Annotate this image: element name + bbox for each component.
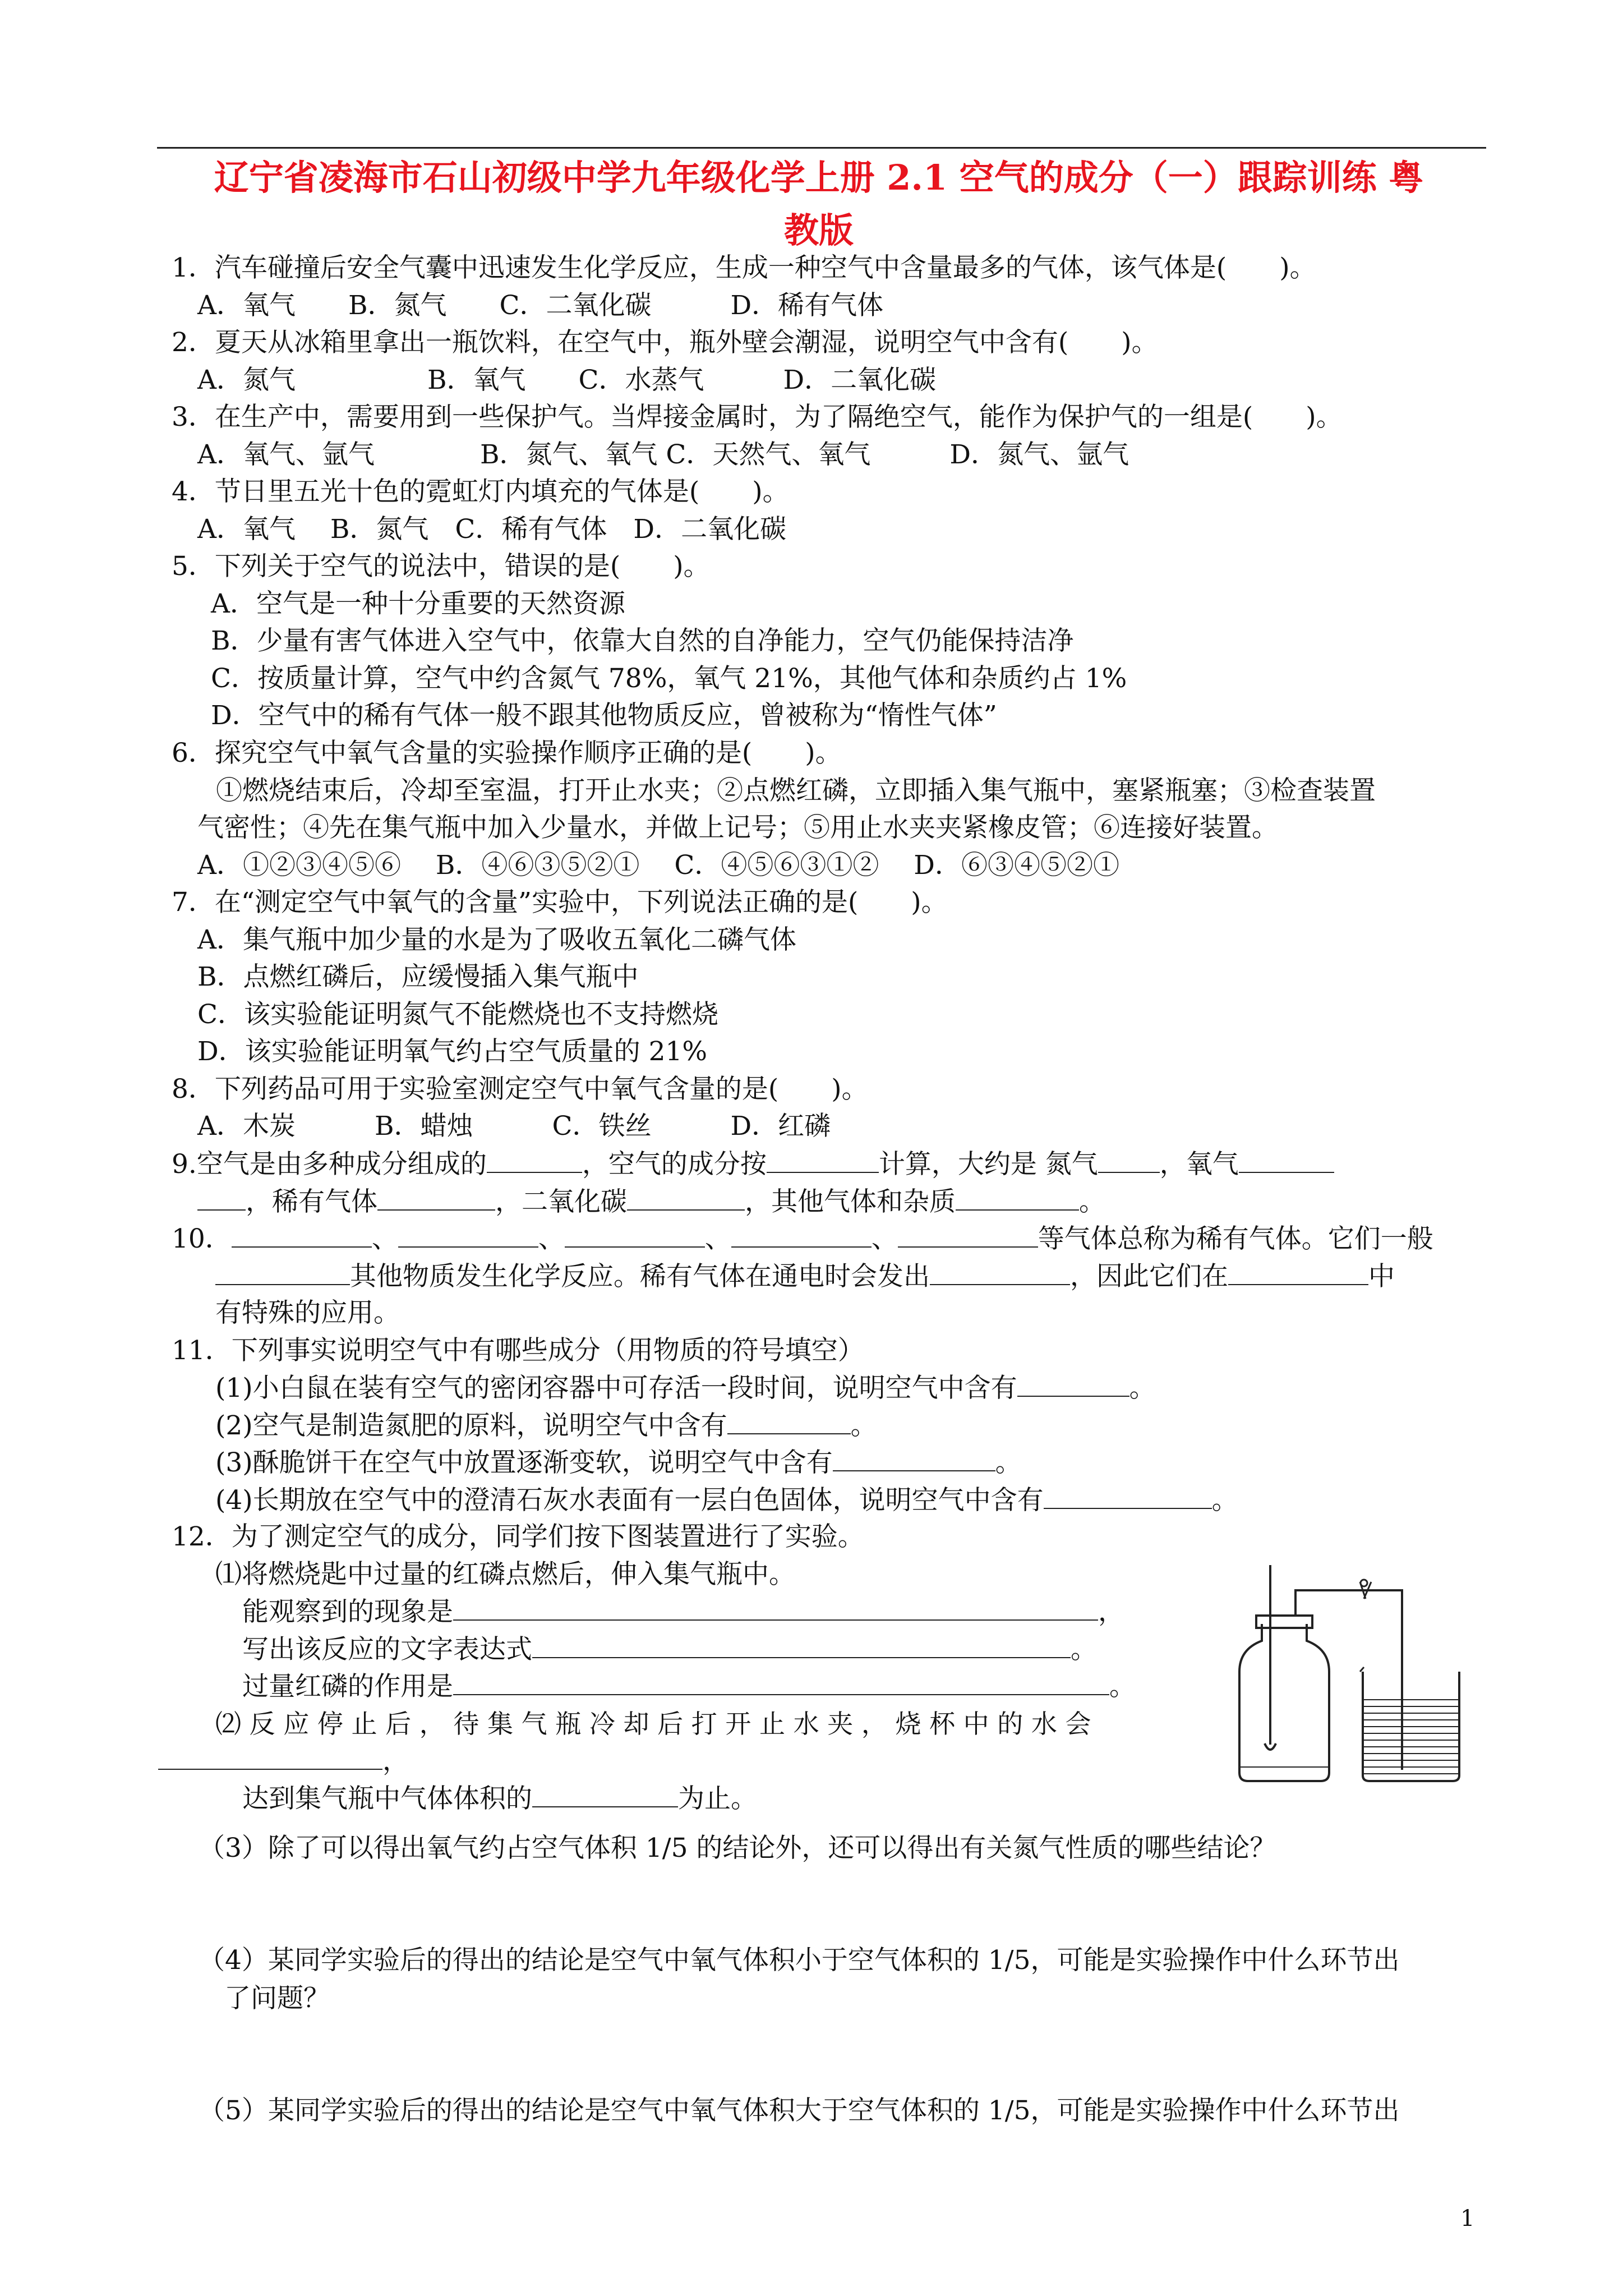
q12-part-2: ⑵ 反 应 停 止 后 ， 待 集 气 瓶 冷 却 后 打 开 止 水 夹 ， 烧 杯 中 的 水 会 [215,1709,1091,1739]
q9-blank-other[interactable] [956,1185,1079,1211]
q9-text-2d: 。 [1079,1186,1105,1217]
q11-blank-2[interactable] [727,1409,851,1434]
q11-item-3 [215,1446,1022,1480]
q6-body-line-1: ①燃烧结束后，冷却至室温，打开止水夹；②点燃红磷，立即插入集气瓶中，塞紧瓶塞；③检查装置 [216,775,1376,806]
q9-text-1d: ，氧气 [1159,1149,1239,1180]
q9-blank-composition[interactable] [487,1147,582,1173]
q11-item-1-text: (1)小白鼠在装有空气的密闭容器中可存活一段时间，说明空气中含有 [215,1373,1017,1404]
page-number: 1 [1460,2206,1475,2231]
q12-phenomenon-line [242,1595,1124,1629]
q8-options: A．木炭 B．蜡烛 C．铁丝 D．红磷 [197,1111,831,1142]
q9-blank-noble-gas[interactable] [377,1185,495,1211]
q5-option-c: C．按质量计算，空气中约含氮气 78%，氧气 21%，其他气体和杂质约占 1% [211,663,1127,694]
q2-stem: 2．夏天从冰箱里拿出一瓶饮料，在空气中，瓶外壁会潮湿，说明空气中含有( )。 [172,327,1158,358]
q10-text-2c: 中 [1368,1261,1395,1292]
q12-blank-volume[interactable] [532,1782,678,1807]
q9-line-2 [197,1185,1105,1219]
q10-number: 10． [172,1223,232,1254]
q10-line-2 [215,1259,1395,1294]
q10-blank-gas-3[interactable] [565,1222,705,1248]
q10-text-2a: 其他物质发生化学反应。稀有气体在通电时会发出 [350,1261,930,1292]
q11-item-4-text: (4)长期放在空气中的澄清石灰水表面有一层白色固体，说明空气中含有 [215,1485,1044,1516]
q10-line-1 [172,1222,1433,1256]
q12-part-4: （4）某同学实验后的得出的结论是空气中氧气体积小于空气体积的 1/5，可能是实验操作中什么环节出 [199,1945,1400,1976]
water-clip-pivot [1361,1580,1367,1586]
q12-phenomenon-label: 能观察到的现象是 [242,1596,453,1627]
q12-part-2-comma: ， [382,1746,409,1777]
q11-item-2 [215,1409,877,1443]
q12-part-1: ⑴将燃烧匙中过量的红磷点燃后，伸入集气瓶中。 [215,1559,795,1590]
q12-blank-phenomenon[interactable] [453,1595,1098,1621]
q7-stem: 7．在“测定空气中氧气的含量”实验中，下列说法正确的是( )。 [172,887,948,918]
worksheet-title [146,151,1492,257]
q11-stem: 11．下列事实说明空气中有哪些成分（用物质的符号填空） [172,1335,864,1366]
q12-blank-water[interactable] [158,1744,382,1770]
q12-part-5: （5）某同学实验后的得出的结论是空气中氧气体积大于空气体积的 1/5，可能是实验操作中什么环节出 [199,2095,1400,2126]
q9-blank-co2[interactable] [627,1185,745,1211]
q12-volume-end: 为止。 [678,1783,757,1814]
q11-item-3-text: (3)酥脆饼干在空气中放置逐渐变软，说明空气中含有 [215,1447,833,1478]
bottle-stopper [1256,1616,1312,1628]
title-line-1: 辽宁省凌海市石山初级中学九年级化学上册 2.1 空气的成分（一）跟踪训练 粤 [214,157,1424,198]
q4-options: A．氧气 B．氮气 C．稀有气体 D．二氧化碳 [197,514,787,545]
q10-sep-2: 、 [538,1223,565,1254]
q12-part-3: （3）除了可以得出氧气约占空气体积 1/5 的结论外，还可以得出有关氮气性质的哪些结论？ [199,1833,1276,1864]
q7-option-b: B．点燃红磷后，应缓慢插入集气瓶中 [197,961,639,992]
q10-blank-light[interactable] [930,1259,1070,1285]
q4-stem: 4．节日里五光十色的霓虹灯内填充的气体是( )。 [172,476,789,507]
q6-body-line-2: 气密性；④先在集气瓶中加入少量水，并做上记号；⑤用止水夹夹紧橡皮管；⑥连接好装置。 [197,812,1278,843]
q11-blank-1[interactable] [1017,1371,1129,1397]
q1-stem: 1．汽车碰撞后安全气囊中迅速发生化学反应，生成一种空气中含量最多的气体，该气体是( )。 [172,252,1316,283]
beaker-water [1364,1700,1458,1774]
gas-bottle [1239,1624,1329,1781]
q12-purpose-end: 。 [1109,1671,1136,1702]
q11-item-1-end: 。 [1129,1373,1156,1404]
title-line-2: 教版 [783,210,854,251]
q12-part-4-cont: 了问题？ [224,1983,330,2014]
apparatus-figure [1217,1565,1509,1784]
q10-blank-application[interactable] [1228,1259,1368,1285]
q10-sep-4: 、 [871,1223,898,1254]
q9-line-1 [172,1147,1334,1181]
q9-blank-oxygen-b[interactable] [197,1185,246,1211]
q9-text-1c: 计算，大约是 氮气 [878,1149,1098,1180]
q10-blank-gas-5[interactable] [898,1222,1038,1248]
q7-option-c: C．该实验能证明氮气不能燃烧也不支持燃烧 [197,999,718,1030]
q10-sep-3: 、 [704,1223,731,1254]
q8-stem: 8．下列药品可用于实验室测定空气中氧气含量的是( )。 [172,1074,868,1105]
header-rule [157,147,1486,149]
q10-blank-gas-1[interactable] [232,1222,372,1248]
q11-item-3-end: 。 [995,1447,1022,1478]
q9-text-2a: ，稀有气体 [246,1186,377,1217]
q12-purpose-line [242,1669,1136,1704]
q7-option-d: D．该实验能证明氧气约占空气质量的 21% [197,1036,708,1067]
q10-line-3: 有特殊的应用。 [215,1297,400,1328]
q11-item-4 [215,1483,1238,1517]
q1-options: A．氧气 B．氮气 C．二氧化碳 D．稀有气体 [197,290,884,321]
q11-item-1 [215,1371,1156,1405]
q11-blank-3[interactable] [833,1446,995,1471]
q10-text-2b: ，因此它们在 [1070,1261,1228,1292]
q10-blank-gas-4[interactable] [731,1222,872,1248]
q3-stem: 3．在生产中，需要用到一些保护气。当焊接金属时，为了隔绝空气，能作为保护气的一组是( )。 [172,402,1343,432]
q10-blank-reactivity[interactable] [215,1259,350,1285]
q9-text-1a: 9.空气是由多种成分组成的 [172,1149,487,1180]
q12-stem: 12．为了测定空气的成分，同学们按下图装置进行了实验。 [172,1521,864,1552]
q12-phenomenon-comma: ， [1098,1596,1124,1627]
q9-blank-oxygen-a[interactable] [1239,1147,1334,1173]
q3-options: A．氧气、氩气 B．氮气、氧气 C．天然气、氧气 D．氮气、氩气 [197,439,1129,470]
q10-blank-gas-2[interactable] [398,1222,538,1248]
q12-purpose-label: 过量红磷的作用是 [242,1671,453,1702]
q6-options: A．①②③④⑤⑥ B．④⑥③⑤②① C．④⑤⑥③①② D．⑥③④⑤②① [197,850,1119,881]
q12-equation-line [242,1632,1097,1667]
q11-blank-4[interactable] [1044,1483,1212,1509]
q9-text-2c: ，其他气体和杂质 [745,1186,956,1217]
q7-option-a: A．集气瓶中加少量的水是为了吸收五氧化二磷气体 [197,924,796,955]
q2-options: A．氮气 B．氧气 C．水蒸气 D．二氧化碳 [197,365,937,395]
q5-option-b: B．少量有害气体进入空气中，依靠大自然的自净能力，空气仍能保持洁净 [211,625,1074,656]
beaker-lip [1360,1667,1364,1672]
q11-item-2-end: 。 [850,1410,877,1441]
q10-text-1b: 等气体总称为稀有气体。它们一般 [1038,1223,1433,1254]
q9-text-2b: ，二氧化碳 [495,1186,627,1217]
q12-volume-label: 达到集气瓶中气体体积的 [242,1783,532,1814]
q9-text-1b: ，空气的成分按 [582,1149,767,1180]
q12-part-2-volume-line [242,1782,757,1816]
q12-equation-end: 。 [1071,1634,1097,1665]
q12-blank-purpose[interactable] [453,1669,1109,1695]
q5-option-a: A．空气是一种十分重要的天然资源 [211,588,625,619]
q5-option-d: D．空气中的稀有气体一般不跟其他物质反应，曾被称为“惰性气体” [211,700,997,731]
q5-stem: 5．下列关于空气的说法中，错误的是( )。 [172,551,710,582]
q12-equation-label: 写出该反应的文字表达式 [242,1634,532,1665]
q12-blank-equation[interactable] [532,1632,1071,1658]
q6-stem: 6．探究空气中氧气含量的实验操作顺序正确的是( )。 [172,738,842,769]
q10-sep-1: 、 [371,1223,398,1254]
q9-blank-nitrogen[interactable] [1098,1147,1160,1173]
q11-item-2-text: (2)空气是制造氮肥的原料，说明空气中含有 [215,1410,727,1441]
q11-item-4-end: 。 [1211,1485,1238,1516]
q12-part-2-blank-line [158,1744,409,1778]
q9-blank-basis[interactable] [767,1147,879,1173]
